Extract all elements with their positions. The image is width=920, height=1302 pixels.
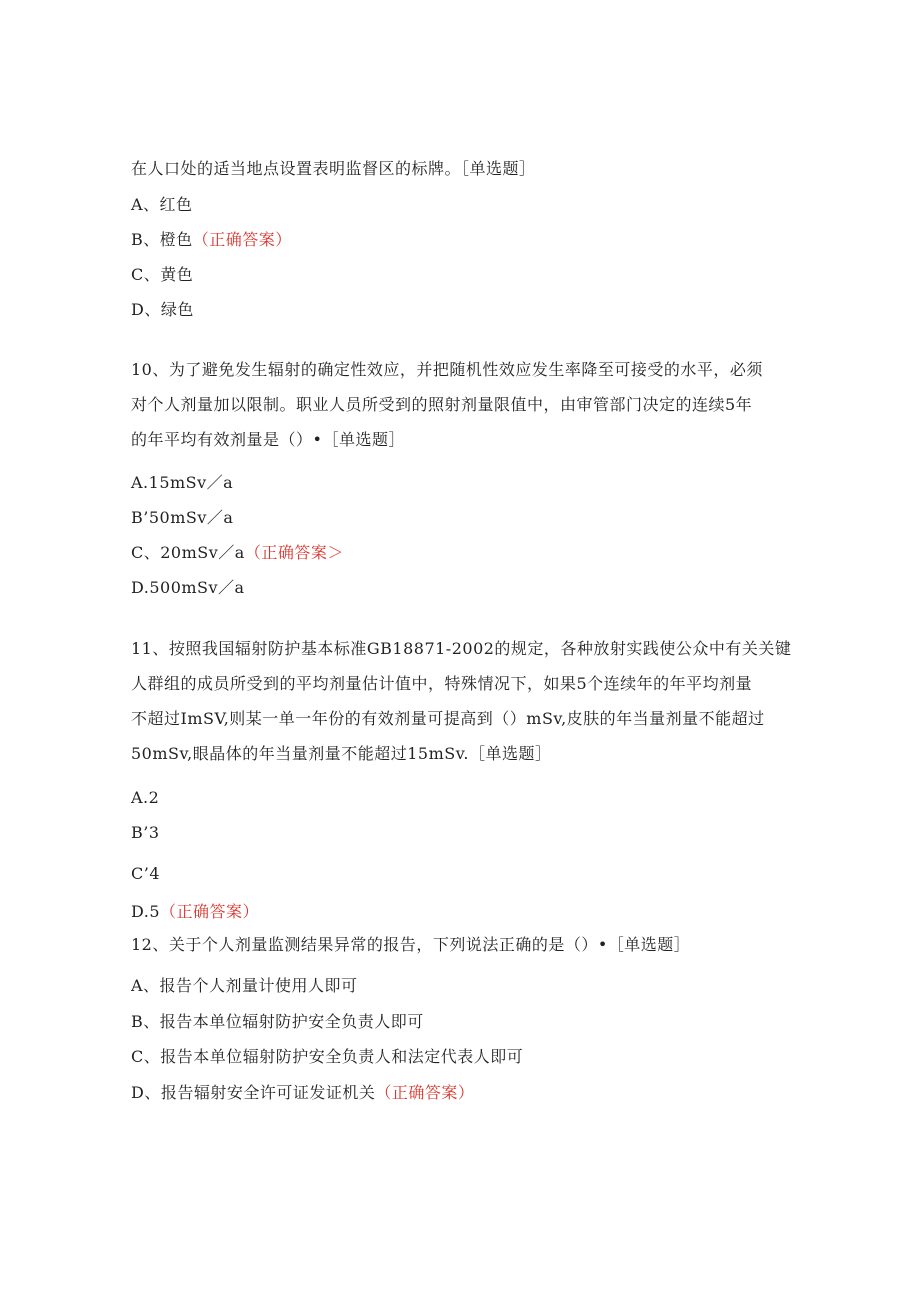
option-text: B’3 [131, 823, 160, 842]
option-text: A.15mSv／a [131, 473, 234, 492]
option-text: C’4 [131, 864, 161, 883]
q11-stem-line-2: 人群组的成员所受到的平均剂量估计值中，特殊情况下，如果5个连续年的年平均剂量 [131, 674, 753, 693]
q11-option-b [131, 822, 160, 844]
q10-option-b [131, 507, 233, 529]
option-text: A.2 [131, 788, 160, 807]
q9-stem: 在人口处的适当地点设置表明监督区的标牌。［单选题］ [131, 159, 536, 178]
correct-answer-mark: （正确答案） [160, 902, 260, 921]
option-text: C、黄色 [131, 265, 194, 284]
q10-stem-line-3: 的年平均有效剂量是（）•［单选题］ [131, 430, 405, 449]
option-text: D.5 [131, 902, 161, 921]
q10-option-c [131, 542, 344, 564]
option-text: B、报告本单位辐射防护安全负责人即可 [131, 1012, 424, 1031]
option-text: A、红色 [131, 195, 193, 214]
option-text: D.500mSv／a [131, 578, 245, 597]
q11-stem-line-1: 11、按照我国辐射防护基本标准GB18871-2002的规定，各种放射实践使公众中有关关键 [131, 639, 792, 658]
q12-option-a [131, 975, 358, 997]
q12-option-c [131, 1046, 523, 1068]
q11-option-a [131, 787, 159, 809]
q11-option-c [131, 863, 160, 885]
q10-option-a [131, 472, 233, 494]
q9-option-c [131, 264, 193, 286]
q10-stem-line-2: 对个人剂量加以限制。职业人员所受到的照射剂量限值中，由审管部门决定的连续5年 [131, 395, 753, 414]
correct-answer-mark: （正确答案＞ [244, 543, 344, 562]
q9-option-a [131, 194, 193, 216]
option-text: D、报告辐射安全许可证发证机关 [131, 1083, 376, 1102]
q9-option-b [131, 229, 292, 251]
q11-option-d [131, 901, 259, 923]
option-text: C、20mSv／a [131, 543, 245, 562]
q12-option-b [131, 1011, 424, 1033]
option-text: B、橙色 [131, 230, 193, 249]
q9-option-d [131, 299, 194, 321]
correct-answer-mark: （正确答案） [375, 1083, 475, 1102]
q11-stem-line-4: 50mSv,眼晶体的年当量剂量不能超过15mSv.［单选题］ [131, 744, 552, 763]
option-text: A、报告个人剂量计使用人即可 [131, 976, 358, 995]
q10-option-d [131, 577, 245, 599]
q12-option-d [131, 1082, 474, 1104]
q10-stem-line-1: 10、为了避免发生辐射的确定性效应，并把随机性效应发生率降至可接受的水平，必须 [131, 360, 763, 379]
option-text: D、绿色 [131, 300, 194, 319]
q12-stem: 12、关于个人剂量监测结果异常的报告，下列说法正确的是（）•［单选题］ [131, 935, 691, 954]
option-text: C、报告本单位辐射防护安全负责人和法定代表人即可 [131, 1047, 524, 1066]
option-text: B’50mSv／a [131, 508, 234, 527]
q11-stem-line-3: 不超过ImSV,则某一单一年份的有效剂量可提高到（）mSv,皮肤的年当量剂量不能超过 [131, 709, 765, 728]
correct-answer-mark: （正确答案） [192, 230, 292, 249]
